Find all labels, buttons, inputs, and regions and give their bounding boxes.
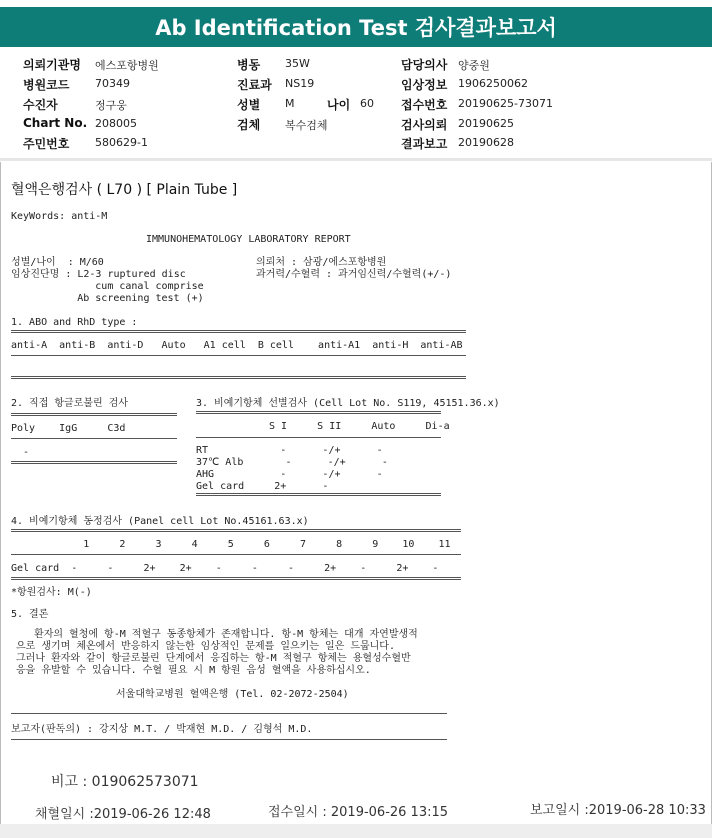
- requester: 의뢰처 : 삼광/에스포항병원: [256, 257, 387, 268]
- value-resident-no: 580629-1: [95, 136, 148, 149]
- sex-age: 성별/나이 : M/60: [11, 257, 104, 268]
- label-receipt-no: 접수번호: [401, 98, 448, 112]
- label-hospital-code: 병원코드: [23, 78, 70, 92]
- blood-bank-contact: 서울대학교병원 혈액은행 (Tel. 02-2072-2504): [116, 689, 349, 700]
- header-separator: [0, 158, 712, 161]
- section-1-rule-mid: [11, 355, 466, 356]
- value-institution: 에스포항병원: [95, 59, 159, 72]
- section-2-rule-mid: [11, 438, 177, 439]
- conclusion-line-3: 그러나 환자와 같이 항글로불린 단계에서 응집하는 항-M 적혈구 항체는 용혈성수혈반: [16, 653, 411, 664]
- conclusion-line-2: 으로 생기며 체온에서 반응하지 않는한 임상적인 문제를 일으키는 일은 드뭅니다.: [16, 641, 395, 652]
- value-requested: 20190625: [458, 117, 514, 130]
- section-4-title: 4. 비예기항체 동정검사 (Panel cell Lot No.45161.63.x): [11, 516, 309, 527]
- received-time: 접수일시 : 2019-06-26 13:15: [268, 805, 449, 820]
- section-1-title: 1. ABO and RhD type :: [11, 317, 138, 328]
- section-1-rule-bottom: [11, 376, 466, 379]
- value-hospital-code: 70349: [95, 77, 130, 90]
- abo-columns: anti-A anti-B anti-D Auto A1 cell B cell anti-A1 anti-H anti-AB: [11, 340, 463, 351]
- diagnosis-line-3: Ab screening test (+): [11, 293, 204, 304]
- section-3-rule-mid: [196, 437, 441, 438]
- dat-columns: Poly IgG C3d: [11, 423, 126, 434]
- label-institution: 의뢰기관명: [23, 58, 81, 72]
- label-department: 진료과: [237, 78, 272, 92]
- screening-row-alb: 37℃ Alb - -/+ -: [196, 457, 388, 468]
- remark-label: 비고 :: [51, 774, 92, 790]
- value-department: NS19: [285, 77, 315, 90]
- section-2-rule-top: [11, 413, 177, 416]
- label-specimen: 검체: [237, 118, 261, 132]
- value-receipt-no: 20190625-73071: [458, 97, 553, 110]
- value-reported: 20190628: [458, 136, 514, 149]
- section-4-rule-mid: [11, 554, 461, 555]
- label-patient: 수진자: [23, 98, 58, 112]
- screening-row-rt: RT - -/+ -: [196, 445, 383, 456]
- section-2-rule-bottom: [11, 461, 177, 464]
- value-ward: 35W: [285, 57, 310, 70]
- reported-time: 보고일시 :2019-06-28 10:33: [530, 803, 706, 818]
- label-clinical-info: 임상정보: [401, 78, 448, 92]
- reporter: 보고자(판독의) : 강지상 M.T. / 박재현 M.D. / 김형석 M.D.: [11, 724, 313, 735]
- label-chart-no: Chart No.: [23, 116, 88, 130]
- section-1-rule-top: [11, 330, 466, 333]
- patient-header: [0, 52, 712, 152]
- section-3-rule-top: [196, 411, 441, 414]
- screening-row-gel: Gel card 2+ -: [196, 481, 329, 492]
- report-title: 혈액은행검사 ( L70 ) [ Plain Tube ]: [11, 182, 238, 198]
- value-sex: M: [285, 97, 295, 110]
- dat-value: -: [11, 447, 30, 458]
- collected-time: 채혈일시 :2019-06-26 12:48: [35, 807, 211, 822]
- screening-columns: S I S II Auto Di-a: [269, 421, 450, 432]
- diagnosis-line-1: 임상진단명 : L2-3 ruptured disc: [11, 269, 186, 280]
- value-age: 60: [360, 97, 374, 110]
- label-reported: 결과보고: [401, 137, 448, 151]
- section-3-rule-bottom: [196, 493, 441, 496]
- remark: [51, 771, 199, 791]
- bottom-band: [0, 824, 712, 838]
- conclusion-line-1: 환자의 혈청에 항-M 적혈구 동종항체가 존재합니다. 항-M 항체는 대개 자연발생적: [16, 629, 418, 640]
- label-sex: 성별: [237, 98, 261, 112]
- reporter-rule-bottom: [11, 739, 447, 740]
- panel-columns: 1 2 3 4 5 6 7 8 9 10 11: [11, 539, 451, 550]
- label-requested: 검사의뢰: [401, 118, 448, 132]
- section-2-title: 2. 직접 항글로불린 검사: [11, 398, 129, 409]
- reporter-rule-top: [11, 713, 447, 714]
- value-clinical-info: 1906250062: [458, 77, 528, 90]
- report-banner: Ab Identification Test 검사결과보고서: [0, 7, 712, 47]
- label-doctor: 담당의사: [401, 58, 448, 72]
- label-resident-no: 주민번호: [23, 137, 70, 151]
- section-3-title: 3. 비예기항체 선별검사 (Cell Lot No. S119, 45151.36.x): [196, 398, 500, 409]
- antigen-test: *항원검사: M(-): [11, 587, 92, 598]
- value-chart-no: 208005: [95, 117, 137, 130]
- value-specimen: 복수검체: [285, 119, 328, 132]
- history: 과거력/수혈력 : 과거임신력/수혈력(+/-): [256, 269, 452, 280]
- section-4-rule-top: [11, 529, 461, 532]
- value-doctor: 양중원: [458, 59, 490, 72]
- keywords: KeyWords: anti-M: [11, 211, 108, 222]
- remark-value: 019062573071: [91, 774, 199, 790]
- screening-row-ahg: AHG - -/+ -: [196, 469, 383, 480]
- section-4-rule-bottom: [11, 577, 461, 580]
- conclusion-line-4: 응을 유발할 수 있습니다. 수혈 필요 시 M 항원 음성 혈액을 사용하십시오.: [16, 665, 371, 676]
- panel-row-gel: Gel card - - 2+ 2+ - - - 2+ - 2+ -: [11, 563, 439, 574]
- section-5-title: 5. 결론: [11, 609, 49, 620]
- diagnosis-line-2: cum canal comprise: [11, 281, 204, 292]
- label-ward: 병동: [237, 58, 261, 72]
- value-patient: 정구웅: [95, 99, 127, 112]
- label-age: 나이: [327, 98, 351, 112]
- lab-title: IMMUNOHEMATOLOGY LABORATORY REPORT: [146, 234, 351, 245]
